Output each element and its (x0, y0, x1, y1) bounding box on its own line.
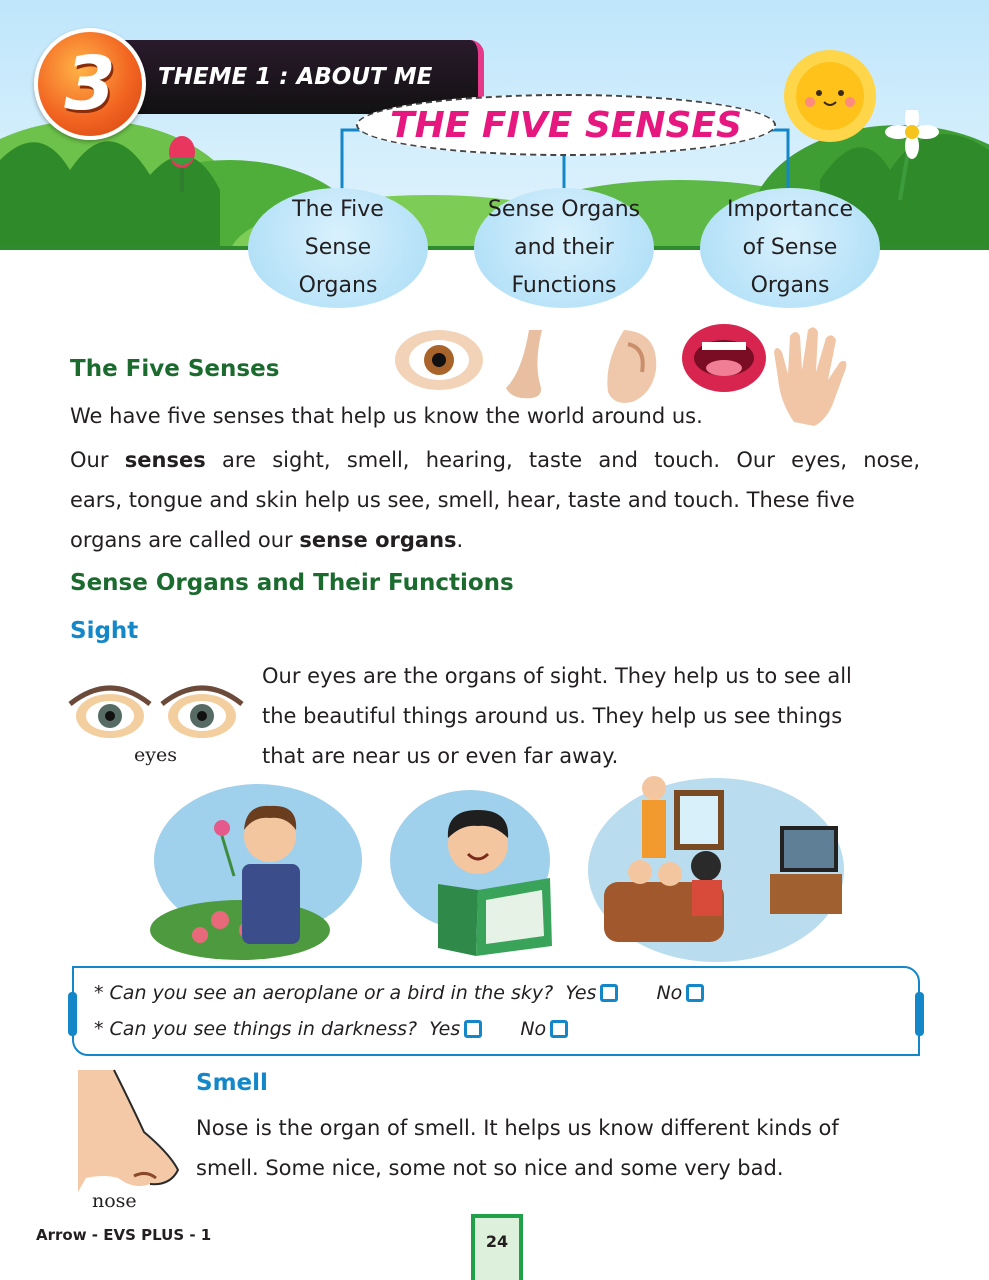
family-watching-tv-illustration (584, 770, 848, 966)
page-number: 24 (485, 1232, 509, 1251)
mouth-icon (682, 324, 766, 392)
paragraph-line: Nose is the organ of smell. It helps us know different kinds of (196, 1116, 839, 1140)
subheading-sight: Sight (70, 618, 139, 644)
chapter-title-oval (356, 94, 776, 156)
hand-icon (774, 327, 846, 426)
smell-paragraph (196, 1108, 839, 1188)
theme-label: THEME 1 : ABOUT ME (158, 64, 433, 90)
no-checkbox[interactable] (550, 1020, 568, 1038)
eyes-illustration (68, 672, 244, 744)
section-heading-organs-functions: Sense Organs and Their Functions (70, 570, 514, 596)
yes-label: Yes (429, 1018, 461, 1040)
text-run: . (456, 528, 464, 552)
bold-term-senses: senses (124, 448, 206, 472)
paragraph-line: the beautiful things around us. They help us see things (262, 704, 843, 728)
no-label: No (520, 1018, 547, 1040)
nose-icon (506, 330, 542, 398)
topic-bubble (248, 188, 428, 308)
topic-label: The Five Sense Organs (292, 197, 384, 298)
box-tab-left (68, 992, 77, 1036)
topic-bubble (474, 188, 654, 308)
paragraph-line: ears, tongue and skin help us see, smell, hear, taste and touch. These five (70, 488, 855, 512)
daisy-flower-icon (880, 110, 950, 200)
question-text: * Can you see an aeroplane or a bird in the sky? (94, 982, 554, 1004)
nose-caption: nose (92, 1190, 137, 1212)
nose-illustration (74, 1066, 190, 1192)
sight-paragraph (262, 656, 852, 776)
chapter-number: 3 (64, 41, 116, 127)
no-option (520, 1018, 568, 1040)
eye-icon (395, 330, 483, 390)
senses-paragraph (70, 440, 920, 560)
no-checkbox[interactable] (686, 984, 704, 1002)
question-box (72, 966, 920, 1056)
topic-bubble (700, 188, 880, 308)
boy-smelling-flower-illustration (150, 780, 366, 960)
yes-checkbox[interactable] (600, 984, 618, 1002)
eyes-caption: eyes (134, 744, 177, 766)
yes-checkbox[interactable] (464, 1020, 482, 1038)
yes-option (429, 1018, 482, 1040)
boy-reading-book-illustration (386, 780, 566, 960)
text-run: organs are called our (70, 528, 300, 552)
no-label: No (656, 982, 683, 1004)
text-run: are sight, smell, hearing, taste and touch. Our eyes, nose, (205, 448, 920, 472)
page-number-tab (471, 1214, 523, 1280)
text-run: Our (70, 448, 125, 472)
paragraph-line: Our eyes are the organs of sight. They help us to see all (262, 664, 852, 688)
box-tab-right (915, 992, 924, 1036)
intro-line: We have five senses that help us know the world around us. (70, 404, 703, 428)
question-row (94, 982, 704, 1004)
subheading-smell: Smell (196, 1070, 268, 1096)
chapter-number-badge (34, 28, 146, 140)
chapter-title: THE FIVE SENSES (390, 104, 742, 146)
question-text: * Can you see things in darkness? (94, 1018, 418, 1040)
book-title: Arrow - EVS PLUS - 1 (36, 1226, 212, 1244)
rose-bud-icon (162, 132, 202, 192)
topic-label: Sense Organs and their Functions (487, 197, 641, 298)
bold-term-sense-organs: sense organs (299, 528, 457, 552)
yes-option (565, 982, 618, 1004)
ear-icon (607, 330, 656, 403)
question-row (94, 1018, 568, 1040)
paragraph-line: that are near us or even far away. (262, 744, 619, 768)
section-heading-five-senses: The Five Senses (70, 356, 280, 382)
no-option (656, 982, 704, 1004)
paragraph-line: smell. Some nice, some not so nice and some very bad. (196, 1156, 784, 1180)
topic-label: Importance of Sense Organs (726, 197, 854, 298)
yes-label: Yes (565, 982, 597, 1004)
